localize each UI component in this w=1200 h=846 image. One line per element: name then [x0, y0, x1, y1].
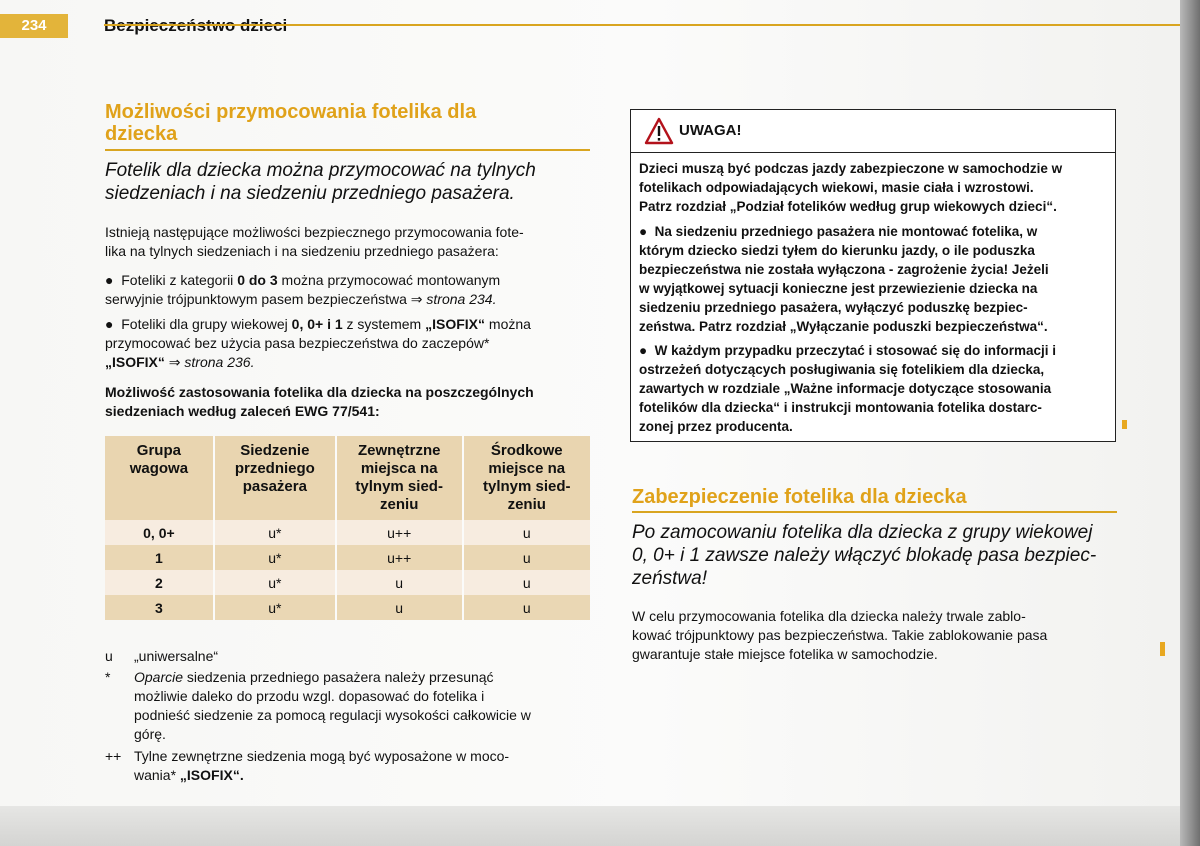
text-line: zeństwa. Patrz rozdział „Wyłączanie poduszki bezpieczeństwa“. — [639, 319, 1048, 334]
header-rule — [104, 24, 1180, 26]
table-cell: u++ — [336, 520, 463, 545]
lead-line: Po zamocowaniu fotelika dla dziecka z grupy wiekowej — [632, 522, 1093, 543]
header-line: pasażera — [242, 478, 307, 495]
warning-title: UWAGA! — [679, 122, 742, 139]
chapter-title — [104, 16, 287, 36]
legend-key: * — [105, 669, 111, 685]
text-span: można przymocować montowanym — [277, 272, 501, 288]
header-line: Zewnętrzne — [357, 442, 441, 459]
text-span: „ISOFIX“ — [425, 316, 486, 332]
header-line: miejsca na — [360, 460, 438, 477]
header-line: tylnym sied- — [355, 478, 443, 495]
body-paragraph-right — [632, 607, 1047, 664]
warning-header — [631, 110, 1115, 153]
text-span: Foteliki z kategorii — [121, 272, 238, 288]
text-span: Foteliki dla grupy wiekowej — [121, 316, 292, 332]
col-header-outer-rear — [336, 436, 463, 520]
table-cell: u — [463, 570, 591, 595]
col-header-group — [105, 436, 214, 520]
lead-text-right — [632, 521, 1096, 590]
text-span: można — [485, 316, 531, 332]
table-cell: u — [336, 595, 463, 620]
col-header-middle-rear — [463, 436, 591, 520]
text-line: którym dziecko siedzi tyłem do kierunku jazdy, o ile poduszka — [639, 243, 1035, 258]
text-span: „ISOFIX“. — [179, 767, 244, 783]
page-number: 234 — [0, 14, 68, 38]
text-span: Na siedzeniu przedniego pasażera nie montować fotelika, w — [654, 224, 1038, 239]
text-line: gwarantuje stałe miejsce fotelika w samochodzie. — [632, 646, 938, 662]
text-line: siedzeniach według zaleceń EWG 77/541: — [105, 403, 380, 419]
table-row — [105, 595, 590, 620]
page-header — [0, 14, 1180, 38]
text-line: Patrz rozdział „Podział fotelików według grup wiekowych dzieci“. — [639, 199, 1057, 214]
table-cell: u* — [214, 545, 336, 570]
table-cell: u* — [214, 520, 336, 545]
table-cell: u — [463, 520, 591, 545]
text-line: możliwie daleko do przodu wzgl. dopasować do fotelika i — [134, 688, 485, 704]
col-header-front — [214, 436, 336, 520]
text-line: Tylne zewnętrzne siedzenia mogą być wyposażone w moco- — [134, 748, 510, 764]
section-rule — [632, 511, 1117, 513]
text-line: fotelików dla dziecka“ i instrukcji montowania fotelika dostarc- — [639, 400, 1042, 415]
text-line: lika na tylnych siedzeniach i na siedzeniu przedniego pasażera: — [105, 243, 499, 259]
header-line: miejsce na — [488, 460, 566, 477]
text-line: zonej przez producenta. — [639, 419, 793, 434]
text-span: siedzenia przedniego pasażera należy przesunąć — [183, 669, 494, 685]
table-row — [105, 520, 590, 545]
text-line: przymocować bez użycia pasa bezpieczeństwa do zaczepów* — [105, 335, 490, 351]
table-cell: 2 — [105, 570, 214, 595]
bullet-icon: ● — [639, 343, 648, 358]
text-line: w wyjątkowej sytuacji konieczne jest przewiezienie dziecka na — [639, 281, 1038, 296]
text-span: 0, 0+ i 1 — [291, 316, 343, 332]
text-line: górę. — [134, 726, 166, 742]
header-line: przedniego — [234, 460, 315, 477]
intro-paragraph — [105, 223, 524, 261]
warning-paragraph — [639, 159, 1111, 216]
page-bottom-strip — [0, 806, 1180, 846]
lead-line: 0, 0+ i 1 zawsze należy włączyć blokadę pasa bezpiec- — [632, 545, 1097, 566]
header-line: zeniu — [507, 496, 546, 513]
table-cell: u++ — [336, 545, 463, 570]
section-title-right: Zabezpieczenie fotelika dla dziecka — [632, 486, 967, 508]
text-line: Możliwość zastosowania fotelika dla dziecka na poszczególnych — [105, 384, 534, 400]
text-line: podnieść siedzenie za pomocą regulacji wysokości całkowicie w — [134, 707, 531, 723]
text-line: bezpieczeństwa nie została wyłączona - zagrożenie życia! Jeżeli — [639, 262, 1049, 277]
section-rule — [105, 149, 590, 151]
text-line: Istnieją następujące możliwości bezpiecznego przymocowania fote- — [105, 224, 524, 240]
section-title-line: dziecka — [105, 123, 178, 145]
bullet-icon: ● — [105, 316, 114, 332]
margin-marker — [1122, 420, 1127, 429]
table-cell: u* — [214, 570, 336, 595]
table-heading — [105, 383, 534, 421]
table-cell: 3 — [105, 595, 214, 620]
text-line: fotelikach odpowiadających wiekowi, masie ciała i wzrostowi. — [639, 180, 1034, 195]
text-span: 0 do 3 — [237, 272, 278, 288]
text-line: kować trójpunktowy pas bezpieczeństwa. Takie zablokowanie pasa — [632, 627, 1048, 643]
table-row — [105, 545, 590, 570]
legend-text: „uniwersalne“ — [134, 648, 219, 664]
lead-line: Fotelik dla dziecka można przymocować na tylnych — [105, 160, 536, 181]
lead-line: zeństwa! — [632, 568, 707, 589]
text-span: ⇒ — [164, 354, 185, 370]
legend-key: ++ — [105, 748, 122, 764]
text-span: serwyjnie trójpunktowym pasem bezpieczeństwa ⇒ — [105, 291, 427, 307]
warning-paragraph — [639, 222, 1111, 336]
header-line: tylnym sied- — [482, 478, 571, 495]
text-line: Dzieci muszą być podczas jazdy zabezpieczone w samochodzie w — [639, 161, 1063, 176]
text-span: z systemem — [342, 316, 426, 332]
bullet-icon: ● — [105, 272, 114, 288]
header-line: Siedzenie — [240, 442, 310, 459]
text-line: ostrzeżeń dotyczących posługiwania się fotelikiem dla dziecka, — [639, 362, 1045, 377]
warning-paragraph — [639, 341, 1111, 436]
legend-key: u — [105, 648, 113, 664]
text-span: Oparcie — [134, 669, 184, 685]
warning-box — [630, 109, 1116, 442]
table-row — [105, 570, 590, 595]
header-line: wagowa — [129, 460, 189, 477]
table-cell: 0, 0+ — [105, 520, 214, 545]
warning-triangle-icon — [644, 117, 674, 145]
header-line: Grupa — [136, 442, 181, 459]
lead-text — [105, 159, 536, 205]
text-span: wania* — [134, 767, 180, 783]
section-title-line: Możliwości przymocowania fotelika dla — [105, 101, 477, 123]
book-binding-edge — [1180, 0, 1200, 846]
table-cell: 1 — [105, 545, 214, 570]
table-cell: u — [336, 570, 463, 595]
page-reference: strona 234. — [426, 291, 497, 307]
table-cell: u — [463, 545, 591, 570]
table-cell: u — [463, 595, 591, 620]
seat-compatibility-table — [105, 436, 590, 620]
lead-line: siedzeniach i na siedzeniu przedniego pasażera. — [105, 183, 515, 204]
page-reference: strona 236. — [184, 354, 255, 370]
header-line: Środkowe — [490, 442, 563, 459]
bullet-item — [105, 271, 595, 309]
table-header-row — [105, 436, 590, 520]
text-span: „ISOFIX“ — [105, 354, 165, 370]
bullet-item — [105, 315, 595, 372]
section-title-left — [105, 101, 476, 145]
table-cell: u* — [214, 595, 336, 620]
margin-marker — [1160, 642, 1165, 656]
text-line: zawartych w rozdziale „Ważne informacje dotyczące stosowania — [639, 381, 1052, 396]
text-line: siedzeniu przedniego pasażera, wyłączyć poduszkę bezpiec- — [639, 300, 1028, 315]
bullet-icon: ● — [639, 224, 648, 239]
header-line: zeniu — [380, 496, 419, 513]
text-span: W każdym przypadku przeczytać i stosować się do informacji i — [654, 343, 1057, 358]
text-line: W celu przymocowania fotelika dla dziecka należy trwale zablo- — [632, 608, 1026, 624]
